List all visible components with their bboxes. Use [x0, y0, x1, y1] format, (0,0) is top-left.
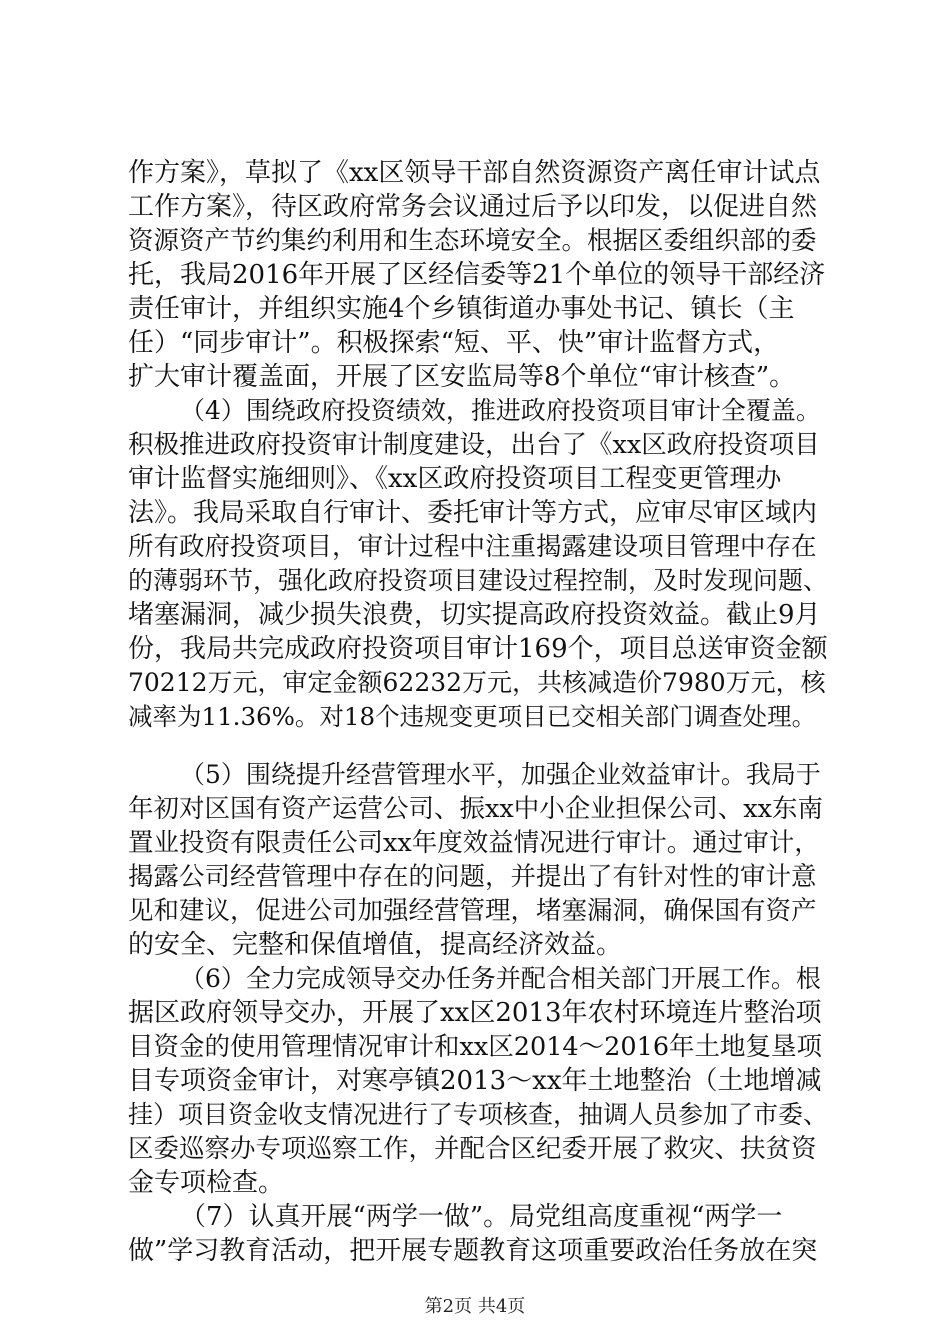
text-line: 做”学习教育活动，把开展专题教育这项重要政治任务放在突: [128, 1236, 818, 1266]
text-line: 目专项资金审计，对寒亭镇2013～xx年土地整治（土地增减: [128, 1066, 822, 1096]
paragraph-heading-4: （4）围绕政府投资绩效，推进政府投资项目审计全覆盖。: [180, 396, 821, 425]
text-line: 责任审计，并组织实施4个乡镇街道办事处书记、镇长（主: [128, 294, 795, 324]
text-line: 资源资产节约集约利用和生态环境安全。根据区委组织部的委: [128, 226, 817, 256]
text-line: 积极推进政府投资审计制度建设，出台了《xx区政府投资项目: [128, 430, 820, 460]
text-line: 堵塞漏洞，减少损失浪费，切实提高政府投资效益。截止9月: [128, 600, 821, 630]
text-line: 工作方案》，待区政府常务会议通过后予以印发，以促进自然: [128, 192, 818, 222]
paragraph-heading-7: （7）认真开展“两学一做”。局党组高度重视“两学一: [180, 1202, 783, 1232]
paragraph-heading-5: （5）围绕提升经营管理水平，加强企业效益审计。我局于: [180, 760, 821, 789]
text-line: 置业投资有限责任公司xx年度效益情况进行审计。通过审计，: [128, 828, 820, 858]
text-line: 区委巡察办专项巡察工作，并配合区纪委开展了救灾、扶贫资: [128, 1134, 817, 1164]
text-line: 份，我局共完成政府投资项目审计169个，项目总送审资金额: [128, 634, 828, 664]
text-line: 金专项检查。: [128, 1168, 285, 1198]
text-line: 的薄弱环节，强化政府投资项目建设过程控制，及时发现问题、: [128, 566, 828, 595]
text-line: 见和建议，促进公司加强经营管理，堵塞漏洞，确保国有资产: [128, 896, 817, 926]
page-number-footer: 第2页 共4页: [424, 1296, 526, 1317]
text-line: 托，我局2016年开展了区经信委等21个单位的领导干部经济: [128, 260, 826, 290]
text-line: 目资金的使用管理情况审计和xx区2014～2016年土地复垦项: [128, 1032, 823, 1062]
text-line: 年初对区国有资产运营公司、振xx中小企业担保公司、xx东南: [128, 794, 824, 824]
paragraph-heading-6: （6）全力完成领导交办任务并配合相关部门开展工作。根: [180, 964, 821, 993]
text-line: 法》。我局采取自行审计、委托审计等方式，应审尽审区域内: [128, 498, 818, 528]
text-line: 的安全、完整和保值增值，提高经济效益。: [128, 930, 623, 960]
text-line: 挂）项目资金收支情况进行了专项核查，抽调人员参加了市委、: [128, 1100, 828, 1129]
text-line: 70212万元，审定金额62232万元，共核减造价7980万元，核: [128, 668, 826, 697]
text-line: 据区政府领导交办，开展了xx区2013年农村环境连片整治项: [128, 998, 822, 1028]
text-line: 揭露公司经营管理中存在的问题，并提出了有针对性的审计意: [128, 862, 817, 892]
text-line: 审计监督实施细则》、《xx区政府投资项目工程变更管理办: [128, 464, 782, 494]
text-line: 减率为11.36%。对18个违规变更项目已交相关部门调查处理。: [128, 702, 817, 731]
text-line: 所有政府投资项目，审计过程中注重揭露建设项目管理中存在: [128, 532, 817, 562]
text-line: 任）“同步审计”。积极探索“短、平、快”审计监督方式，: [128, 328, 780, 358]
text-line: 扩大审计覆盖面，开展了区安监局等8个单位“审计核查”。: [128, 362, 796, 392]
text-line: 作方案》，草拟了《xx区领导干部自然资源资产离任审计试点: [128, 158, 821, 188]
